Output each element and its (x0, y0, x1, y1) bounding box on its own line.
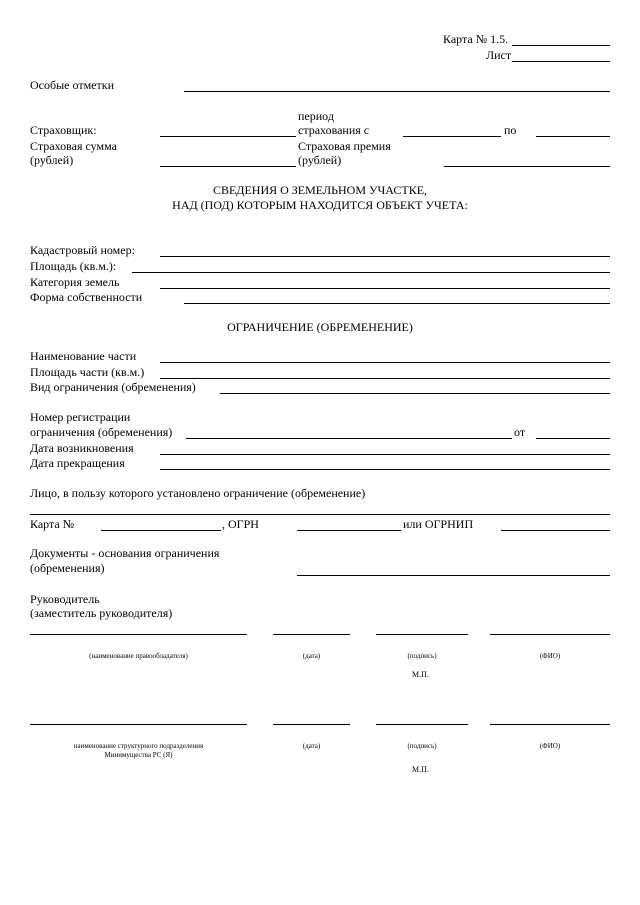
sheet-line[interactable] (512, 61, 610, 62)
area-line[interactable] (132, 272, 610, 273)
period-from-label: страхования с (298, 123, 370, 137)
cadastral-number-line[interactable] (160, 256, 610, 257)
ogrnip-line[interactable] (501, 530, 610, 531)
sum-label: Страховая сумма (30, 139, 117, 153)
part-area-label: Площадь части (кв.м.) (30, 365, 145, 379)
period-label: период (298, 109, 334, 123)
start-date-line[interactable] (160, 454, 610, 455)
premium-unit-label: (рублей) (298, 153, 342, 167)
ownership-form-label: Форма собственности (30, 290, 143, 304)
date-caption-2: (дата) (302, 742, 321, 750)
beneficiary-card-label: Карта № (30, 517, 75, 531)
registration-number-line[interactable] (186, 438, 512, 439)
special-marks-label: Особые отметки (30, 78, 114, 92)
part-area-line[interactable] (160, 378, 610, 379)
registration-number-label-2: ограничения (обременения) (30, 425, 173, 439)
holder-name-line[interactable] (30, 634, 247, 635)
land-section-title-line2: НАД (ПОД) КОТОРЫМ НАХОДИТСЯ ОБЪЕКТ УЧЕТА: (172, 198, 468, 212)
date-caption-1: (дата) (302, 652, 321, 660)
sum-line[interactable] (160, 166, 296, 167)
documents-label: Документы - основания ограничения (30, 546, 220, 560)
sum-unit-label: (рублей) (30, 153, 74, 167)
end-date-label: Дата прекращения (30, 456, 125, 470)
area-label: Площадь (кв.м.): (30, 259, 117, 273)
head-label: Руководитель (30, 592, 100, 606)
ownership-form-line[interactable] (184, 303, 610, 304)
cadastral-number-label: Кадастровый номер: (30, 243, 135, 257)
ogrn-label: , ОГРН (222, 517, 259, 531)
documents-label-2: (обременения) (30, 561, 105, 575)
premium-label: Страховая премия (298, 139, 391, 153)
documents-line[interactable] (297, 575, 610, 576)
land-section-title-line1: СВЕДЕНИЯ О ЗЕМЕЛЬНОМ УЧАСТКЕ, (212, 183, 428, 197)
insurer-line[interactable] (160, 136, 296, 137)
land-category-label: Категория земель (30, 275, 120, 289)
encumbrance-type-line[interactable] (220, 393, 610, 394)
premium-line[interactable] (444, 166, 610, 167)
insurer-label: Страховщик: (30, 123, 97, 137)
department-name-caption: наименование структурного подразделения (73, 742, 204, 750)
department-name-line[interactable] (30, 724, 247, 725)
registration-date-line[interactable] (536, 438, 610, 439)
signature-line-1[interactable] (376, 634, 468, 635)
registration-number-label: Номер регистрации (30, 410, 131, 424)
beneficiary-label: Лицо, в пользу которого установлено ограничение (обременение) (30, 486, 366, 500)
period-to-line[interactable] (536, 136, 610, 137)
fio-caption-2: (ФИО) (539, 742, 561, 750)
signature-caption-1: (подпись) (407, 652, 437, 660)
fio-line-2[interactable] (490, 724, 610, 725)
land-category-line[interactable] (160, 288, 610, 289)
card-number-line[interactable] (512, 45, 610, 46)
fio-caption-1: (ФИО) (539, 652, 561, 660)
period-to-label: по (504, 123, 517, 137)
sheet-label: Лист (486, 48, 512, 62)
department-name-caption-2: Минимущества РС (Я) (104, 751, 173, 759)
stamp-label-2: М.П. (412, 765, 429, 774)
encumbrance-section-title: ОГРАНИЧЕНИЕ (ОБРЕМЕНЕНИЕ) (227, 320, 413, 334)
card-number-label: Карта № 1.5. (443, 32, 509, 46)
end-date-line[interactable] (160, 469, 610, 470)
registration-from-label: от (514, 425, 526, 439)
encumbrance-type-label: Вид ограничения (обременения) (30, 380, 196, 394)
signature-caption-2: (подпись) (407, 742, 437, 750)
holder-name-caption: (наименование правообладателя) (89, 652, 188, 660)
part-name-label: Наименование части (30, 349, 137, 363)
ogrn-line[interactable] (297, 530, 401, 531)
start-date-label: Дата возникновения (30, 441, 134, 455)
ogrnip-label: или ОГРНИП (403, 517, 474, 531)
date-line-1[interactable] (273, 634, 350, 635)
period-from-line[interactable] (403, 136, 501, 137)
special-marks-line[interactable] (184, 91, 610, 92)
beneficiary-card-line[interactable] (101, 530, 221, 531)
fio-line-1[interactable] (490, 634, 610, 635)
head-deputy-label: (заместитель руководителя) (30, 606, 173, 620)
part-name-line[interactable] (160, 362, 610, 363)
stamp-label-1: М.П. (412, 670, 429, 679)
date-line-2[interactable] (273, 724, 350, 725)
beneficiary-line[interactable] (30, 514, 610, 515)
signature-line-2[interactable] (376, 724, 468, 725)
